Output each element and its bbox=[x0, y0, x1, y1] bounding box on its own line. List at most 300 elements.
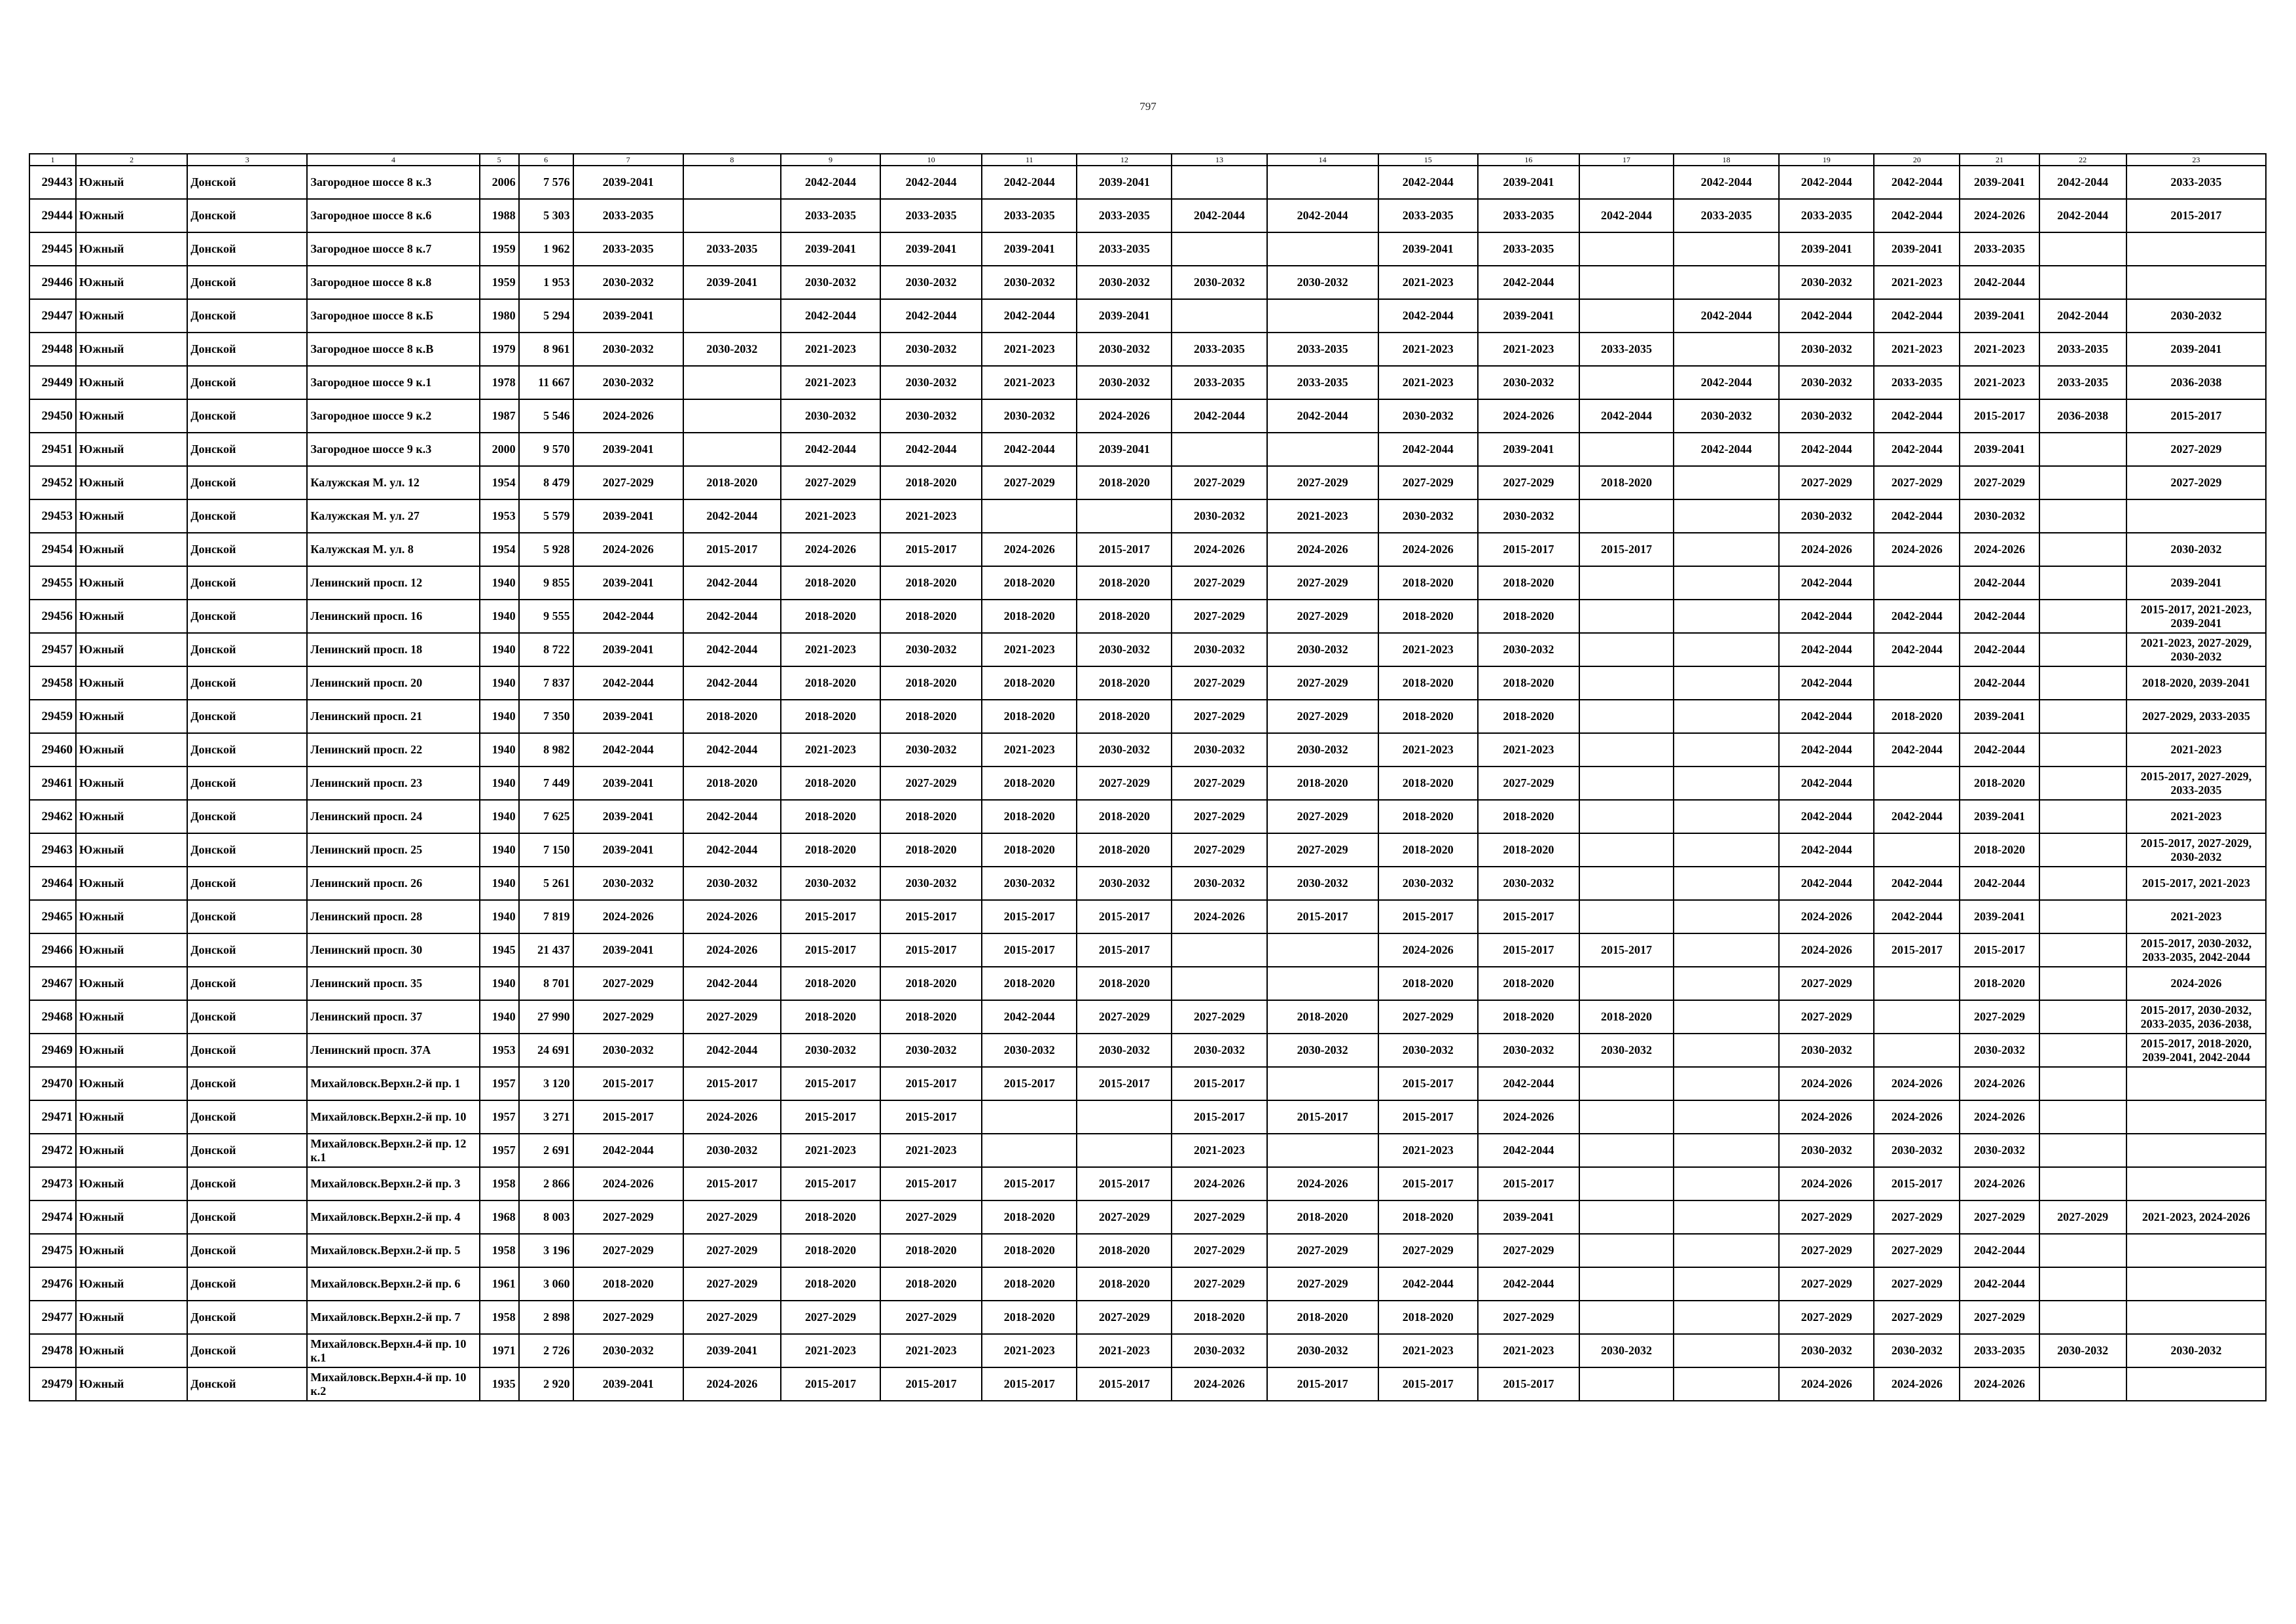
period-col-10-cell: 2030-2032 bbox=[880, 333, 982, 366]
period-col-8-cell: 2027-2029 bbox=[683, 1000, 781, 1034]
period-col-22-cell bbox=[2039, 466, 2126, 499]
period-col-19-cell: 2024-2026 bbox=[1779, 933, 1874, 967]
period-col-21-cell: 2024-2026 bbox=[1960, 1100, 2039, 1134]
period-col-16-cell: 2030-2032 bbox=[1478, 633, 1579, 666]
period-col-7-cell: 2042-2044 bbox=[573, 600, 683, 633]
period-col-14-cell bbox=[1267, 166, 1378, 199]
period-col-12-cell: 2018-2020 bbox=[1077, 833, 1172, 867]
period-col-19-cell: 2024-2026 bbox=[1779, 1067, 1874, 1100]
period-col-12-cell: 2030-2032 bbox=[1077, 366, 1172, 399]
capital-repair-schedule-table bbox=[29, 153, 2267, 1401]
period-col-21-cell: 2039-2041 bbox=[1960, 900, 2039, 933]
district-cell: Донской bbox=[187, 800, 307, 833]
period-col-18-cell bbox=[1674, 933, 1779, 967]
period-col-15-cell: 2018-2020 bbox=[1378, 767, 1478, 800]
okrug-cell: Южный bbox=[76, 1067, 187, 1100]
period-col-23-cell: 2021-2023, 2027-2029, 2030-2032 bbox=[2126, 633, 2266, 666]
period-col-14-cell: 2042-2044 bbox=[1267, 199, 1378, 232]
district-cell: Донской bbox=[187, 399, 307, 433]
period-col-16-cell: 2030-2032 bbox=[1478, 867, 1579, 900]
okrug-cell: Южный bbox=[76, 232, 187, 266]
period-col-7-cell: 2015-2017 bbox=[573, 1067, 683, 1100]
period-col-21-cell: 2042-2044 bbox=[1960, 733, 2039, 767]
column-number-row bbox=[29, 154, 2266, 166]
period-col-8-cell: 2042-2044 bbox=[683, 1034, 781, 1067]
address-cell: Ленинский просп. 37 bbox=[307, 1000, 479, 1034]
period-col-19-cell: 2027-2029 bbox=[1779, 466, 1874, 499]
period-col-13-cell: 2015-2017 bbox=[1172, 1100, 1266, 1134]
period-col-21-cell: 2024-2026 bbox=[1960, 1367, 2039, 1401]
period-col-15-cell: 2030-2032 bbox=[1378, 399, 1478, 433]
period-col-21-cell: 2018-2020 bbox=[1960, 967, 2039, 1000]
district-cell: Донской bbox=[187, 833, 307, 867]
period-col-13-cell: 2021-2023 bbox=[1172, 1134, 1266, 1167]
period-col-10-cell: 2042-2044 bbox=[880, 433, 982, 466]
period-col-22-cell bbox=[2039, 1034, 2126, 1067]
period-col-23-cell: 2015-2017, 2021-2023, 2039-2041 bbox=[2126, 600, 2266, 633]
period-col-11-cell: 2042-2044 bbox=[982, 433, 1077, 466]
period-col-11-cell: 2018-2020 bbox=[982, 600, 1077, 633]
period-col-7-cell: 2039-2041 bbox=[573, 166, 683, 199]
period-col-8-cell: 2039-2041 bbox=[683, 1334, 781, 1367]
period-col-18-cell bbox=[1674, 1167, 1779, 1200]
period-col-22-cell bbox=[2039, 933, 2126, 967]
period-col-15-cell: 2015-2017 bbox=[1378, 900, 1478, 933]
table-row bbox=[29, 333, 2266, 366]
okrug-cell: Южный bbox=[76, 333, 187, 366]
period-col-10-cell: 2015-2017 bbox=[880, 900, 982, 933]
period-col-12-cell: 2021-2023 bbox=[1077, 1334, 1172, 1367]
address-cell: Загородное шоссе 9 к.1 bbox=[307, 366, 479, 399]
period-col-7-cell: 2042-2044 bbox=[573, 733, 683, 767]
area-cell: 1 962 bbox=[519, 232, 573, 266]
period-col-22-cell: 2033-2035 bbox=[2039, 366, 2126, 399]
period-col-22-cell bbox=[2039, 232, 2126, 266]
period-col-7-cell: 2039-2041 bbox=[573, 566, 683, 600]
build-year-cell: 1957 bbox=[480, 1134, 519, 1167]
period-col-19-cell: 2042-2044 bbox=[1779, 833, 1874, 867]
period-col-19-cell: 2024-2026 bbox=[1779, 1100, 1874, 1134]
period-col-19-cell: 2030-2032 bbox=[1779, 1134, 1874, 1167]
period-col-7-cell: 2030-2032 bbox=[573, 867, 683, 900]
period-col-13-cell: 2024-2026 bbox=[1172, 533, 1266, 566]
build-year-cell: 1988 bbox=[480, 199, 519, 232]
period-col-21-cell: 2039-2041 bbox=[1960, 800, 2039, 833]
period-col-22-cell bbox=[2039, 499, 2126, 533]
period-col-20-cell: 2042-2044 bbox=[1874, 199, 1960, 232]
column-header-8: 8 bbox=[683, 154, 781, 166]
table-row bbox=[29, 833, 2266, 867]
period-col-10-cell: 2027-2029 bbox=[880, 1200, 982, 1234]
period-col-23-cell: 2015-2017, 2030-2032, 2033-2035, 2036-2038, bbox=[2126, 1000, 2266, 1034]
period-col-8-cell: 2042-2044 bbox=[683, 600, 781, 633]
period-col-18-cell bbox=[1674, 1100, 1779, 1134]
address-cell: Загородное шоссе 8 к.В bbox=[307, 333, 479, 366]
period-col-20-cell bbox=[1874, 1000, 1960, 1034]
period-col-13-cell: 2027-2029 bbox=[1172, 1200, 1266, 1234]
period-col-13-cell bbox=[1172, 933, 1266, 967]
address-cell: Михайловск.Верхн.2-й пр. 10 bbox=[307, 1100, 479, 1134]
period-col-7-cell: 2027-2029 bbox=[573, 466, 683, 499]
build-year-cell: 1958 bbox=[480, 1301, 519, 1334]
period-col-21-cell: 2030-2032 bbox=[1960, 499, 2039, 533]
period-col-12-cell: 2015-2017 bbox=[1077, 1167, 1172, 1200]
table-row bbox=[29, 767, 2266, 800]
period-col-16-cell: 2018-2020 bbox=[1478, 833, 1579, 867]
period-col-20-cell: 2042-2044 bbox=[1874, 399, 1960, 433]
address-cell: Михайловск.Верхн.2-й пр. 12 к.1 bbox=[307, 1134, 479, 1167]
period-col-9-cell: 2018-2020 bbox=[781, 800, 880, 833]
period-col-21-cell: 2027-2029 bbox=[1960, 1301, 2039, 1334]
address-cell: Ленинский просп. 18 bbox=[307, 633, 479, 666]
period-col-16-cell: 2015-2017 bbox=[1478, 933, 1579, 967]
period-col-13-cell: 2027-2029 bbox=[1172, 1267, 1266, 1301]
period-col-8-cell bbox=[683, 166, 781, 199]
period-col-9-cell: 2018-2020 bbox=[781, 1200, 880, 1234]
record-id-cell: 29474 bbox=[29, 1200, 76, 1234]
area-cell: 3 196 bbox=[519, 1234, 573, 1267]
period-col-12-cell: 2018-2020 bbox=[1077, 700, 1172, 733]
period-col-19-cell: 2042-2044 bbox=[1779, 600, 1874, 633]
period-col-12-cell: 2030-2032 bbox=[1077, 266, 1172, 299]
build-year-cell: 1954 bbox=[480, 466, 519, 499]
period-col-21-cell: 2039-2041 bbox=[1960, 433, 2039, 466]
period-col-14-cell: 2030-2032 bbox=[1267, 1334, 1378, 1367]
period-col-21-cell: 2033-2035 bbox=[1960, 232, 2039, 266]
period-col-23-cell: 2030-2032 bbox=[2126, 1334, 2266, 1367]
period-col-19-cell: 2024-2026 bbox=[1779, 900, 1874, 933]
area-cell: 5 303 bbox=[519, 199, 573, 232]
period-col-15-cell: 2018-2020 bbox=[1378, 1301, 1478, 1334]
period-col-11-cell: 2015-2017 bbox=[982, 933, 1077, 967]
period-col-20-cell: 2030-2032 bbox=[1874, 1134, 1960, 1167]
record-id-cell: 29476 bbox=[29, 1267, 76, 1301]
period-col-19-cell: 2027-2029 bbox=[1779, 1000, 1874, 1034]
district-cell: Донской bbox=[187, 333, 307, 366]
period-col-20-cell: 2018-2020 bbox=[1874, 700, 1960, 733]
district-cell: Донской bbox=[187, 166, 307, 199]
period-col-23-cell: 2024-2026 bbox=[2126, 967, 2266, 1000]
build-year-cell: 1957 bbox=[480, 1100, 519, 1134]
period-col-12-cell: 2033-2035 bbox=[1077, 199, 1172, 232]
address-cell: Михайловск.Верхн.2-й пр. 5 bbox=[307, 1234, 479, 1267]
table-row bbox=[29, 933, 2266, 967]
district-cell: Донской bbox=[187, 1167, 307, 1200]
area-cell: 3 060 bbox=[519, 1267, 573, 1301]
address-cell: Ленинский просп. 30 bbox=[307, 933, 479, 967]
period-col-23-cell: 2015-2017, 2018-2020, 2039-2041, 2042-2044 bbox=[2126, 1034, 2266, 1067]
period-col-19-cell: 2042-2044 bbox=[1779, 433, 1874, 466]
period-col-20-cell: 2042-2044 bbox=[1874, 733, 1960, 767]
period-col-16-cell: 2042-2044 bbox=[1478, 1134, 1579, 1167]
period-col-11-cell: 2015-2017 bbox=[982, 1367, 1077, 1401]
period-col-10-cell: 2018-2020 bbox=[880, 466, 982, 499]
period-col-8-cell: 2024-2026 bbox=[683, 900, 781, 933]
period-col-15-cell: 2015-2017 bbox=[1378, 1167, 1478, 1200]
period-col-9-cell: 2021-2023 bbox=[781, 1334, 880, 1367]
period-col-18-cell: 2033-2035 bbox=[1674, 199, 1779, 232]
area-cell: 8 701 bbox=[519, 967, 573, 1000]
period-col-12-cell: 2015-2017 bbox=[1077, 933, 1172, 967]
period-col-20-cell: 2024-2026 bbox=[1874, 533, 1960, 566]
okrug-cell: Южный bbox=[76, 1334, 187, 1367]
period-col-22-cell bbox=[2039, 800, 2126, 833]
district-cell: Донской bbox=[187, 1200, 307, 1234]
period-col-18-cell: 2042-2044 bbox=[1674, 299, 1779, 333]
period-col-8-cell: 2024-2026 bbox=[683, 933, 781, 967]
period-col-11-cell: 2018-2020 bbox=[982, 800, 1077, 833]
address-cell: Михайловск.Верхн.2-й пр. 3 bbox=[307, 1167, 479, 1200]
period-col-17-cell bbox=[1579, 499, 1674, 533]
period-col-11-cell: 2018-2020 bbox=[982, 666, 1077, 700]
period-col-13-cell: 2042-2044 bbox=[1172, 399, 1266, 433]
area-cell: 7 576 bbox=[519, 166, 573, 199]
table-row bbox=[29, 399, 2266, 433]
period-col-17-cell bbox=[1579, 1267, 1674, 1301]
period-col-22-cell bbox=[2039, 1267, 2126, 1301]
period-col-19-cell: 2030-2032 bbox=[1779, 333, 1874, 366]
period-col-12-cell: 2027-2029 bbox=[1077, 767, 1172, 800]
build-year-cell: 1935 bbox=[480, 1367, 519, 1401]
period-col-17-cell bbox=[1579, 633, 1674, 666]
period-col-9-cell: 2042-2044 bbox=[781, 166, 880, 199]
period-col-17-cell bbox=[1579, 266, 1674, 299]
district-cell: Донской bbox=[187, 433, 307, 466]
record-id-cell: 29457 bbox=[29, 633, 76, 666]
period-col-21-cell: 2024-2026 bbox=[1960, 1067, 2039, 1100]
period-col-9-cell: 2015-2017 bbox=[781, 1067, 880, 1100]
column-header-14: 14 bbox=[1267, 154, 1378, 166]
address-cell: Загородное шоссе 8 к.3 bbox=[307, 166, 479, 199]
period-col-13-cell: 2033-2035 bbox=[1172, 366, 1266, 399]
period-col-15-cell: 2021-2023 bbox=[1378, 266, 1478, 299]
record-id-cell: 29475 bbox=[29, 1234, 76, 1267]
period-col-16-cell: 2018-2020 bbox=[1478, 600, 1579, 633]
period-col-22-cell bbox=[2039, 566, 2126, 600]
period-col-22-cell bbox=[2039, 700, 2126, 733]
period-col-22-cell bbox=[2039, 733, 2126, 767]
period-col-15-cell: 2027-2029 bbox=[1378, 466, 1478, 499]
period-col-11-cell: 2027-2029 bbox=[982, 466, 1077, 499]
column-header-16: 16 bbox=[1478, 154, 1579, 166]
district-cell: Донской bbox=[187, 1067, 307, 1100]
period-col-23-cell bbox=[2126, 1067, 2266, 1100]
period-col-12-cell: 2027-2029 bbox=[1077, 1301, 1172, 1334]
period-col-10-cell: 2018-2020 bbox=[880, 566, 982, 600]
record-id-cell: 29446 bbox=[29, 266, 76, 299]
area-cell: 5 261 bbox=[519, 867, 573, 900]
period-col-16-cell: 2027-2029 bbox=[1478, 466, 1579, 499]
period-col-8-cell: 2027-2029 bbox=[683, 1301, 781, 1334]
period-col-12-cell: 2030-2032 bbox=[1077, 867, 1172, 900]
period-col-12-cell: 2015-2017 bbox=[1077, 900, 1172, 933]
area-cell: 5 579 bbox=[519, 499, 573, 533]
period-col-23-cell: 2015-2017, 2027-2029, 2030-2032 bbox=[2126, 833, 2266, 867]
period-col-8-cell: 2030-2032 bbox=[683, 1134, 781, 1167]
period-col-14-cell: 2024-2026 bbox=[1267, 533, 1378, 566]
period-col-18-cell bbox=[1674, 533, 1779, 566]
period-col-10-cell: 2030-2032 bbox=[880, 266, 982, 299]
build-year-cell: 1980 bbox=[480, 299, 519, 333]
period-col-20-cell: 2027-2029 bbox=[1874, 1234, 1960, 1267]
table-row bbox=[29, 666, 2266, 700]
district-cell: Донской bbox=[187, 1267, 307, 1301]
area-cell: 2 691 bbox=[519, 1134, 573, 1167]
okrug-cell: Южный bbox=[76, 1100, 187, 1134]
period-col-11-cell: 2021-2023 bbox=[982, 366, 1077, 399]
period-col-7-cell: 2024-2026 bbox=[573, 399, 683, 433]
period-col-13-cell: 2027-2029 bbox=[1172, 767, 1266, 800]
build-year-cell: 1959 bbox=[480, 266, 519, 299]
district-cell: Донской bbox=[187, 700, 307, 733]
period-col-10-cell: 2015-2017 bbox=[880, 933, 982, 967]
period-col-18-cell bbox=[1674, 900, 1779, 933]
period-col-12-cell: 2018-2020 bbox=[1077, 466, 1172, 499]
record-id-cell: 29460 bbox=[29, 733, 76, 767]
record-id-cell: 29468 bbox=[29, 1000, 76, 1034]
period-col-8-cell: 2018-2020 bbox=[683, 767, 781, 800]
period-col-16-cell: 2030-2032 bbox=[1478, 499, 1579, 533]
period-col-7-cell: 2027-2029 bbox=[573, 1234, 683, 1267]
period-col-14-cell bbox=[1267, 933, 1378, 967]
period-col-11-cell: 2033-2035 bbox=[982, 199, 1077, 232]
period-col-12-cell: 2027-2029 bbox=[1077, 1200, 1172, 1234]
period-col-7-cell: 2027-2029 bbox=[573, 967, 683, 1000]
period-col-15-cell: 2015-2017 bbox=[1378, 1367, 1478, 1401]
period-col-13-cell: 2033-2035 bbox=[1172, 333, 1266, 366]
district-cell: Донской bbox=[187, 366, 307, 399]
period-col-23-cell: 2015-2017, 2027-2029, 2033-2035 bbox=[2126, 767, 2266, 800]
record-id-cell: 29444 bbox=[29, 199, 76, 232]
build-year-cell: 1940 bbox=[480, 900, 519, 933]
period-col-16-cell: 2027-2029 bbox=[1478, 767, 1579, 800]
period-col-9-cell: 2015-2017 bbox=[781, 900, 880, 933]
period-col-15-cell: 2042-2044 bbox=[1378, 1267, 1478, 1301]
okrug-cell: Южный bbox=[76, 1367, 187, 1401]
period-col-18-cell bbox=[1674, 767, 1779, 800]
area-cell: 7 449 bbox=[519, 767, 573, 800]
period-col-19-cell: 2033-2035 bbox=[1779, 199, 1874, 232]
period-col-18-cell bbox=[1674, 1267, 1779, 1301]
period-col-20-cell bbox=[1874, 666, 1960, 700]
period-col-16-cell: 2015-2017 bbox=[1478, 533, 1579, 566]
period-col-14-cell: 2018-2020 bbox=[1267, 1000, 1378, 1034]
period-col-8-cell: 2042-2044 bbox=[683, 733, 781, 767]
address-cell: Загородное шоссе 8 к.6 bbox=[307, 199, 479, 232]
period-col-20-cell: 2027-2029 bbox=[1874, 1200, 1960, 1234]
period-col-12-cell: 2018-2020 bbox=[1077, 1267, 1172, 1301]
period-col-13-cell: 2030-2032 bbox=[1172, 1034, 1266, 1067]
area-cell: 2 866 bbox=[519, 1167, 573, 1200]
period-col-14-cell bbox=[1267, 1067, 1378, 1100]
period-col-11-cell: 2018-2020 bbox=[982, 967, 1077, 1000]
okrug-cell: Южный bbox=[76, 466, 187, 499]
period-col-21-cell: 2027-2029 bbox=[1960, 1200, 2039, 1234]
record-id-cell: 29454 bbox=[29, 533, 76, 566]
period-col-11-cell bbox=[982, 1100, 1077, 1134]
period-col-21-cell: 2015-2017 bbox=[1960, 399, 2039, 433]
column-header-20: 20 bbox=[1874, 154, 1960, 166]
period-col-20-cell: 2042-2044 bbox=[1874, 433, 1960, 466]
period-col-19-cell: 2039-2041 bbox=[1779, 232, 1874, 266]
period-col-14-cell bbox=[1267, 967, 1378, 1000]
table-row bbox=[29, 232, 2266, 266]
area-cell: 7 819 bbox=[519, 900, 573, 933]
district-cell: Донской bbox=[187, 1234, 307, 1267]
period-col-13-cell: 2027-2029 bbox=[1172, 1000, 1266, 1034]
period-col-15-cell: 2018-2020 bbox=[1378, 833, 1478, 867]
period-col-8-cell: 2027-2029 bbox=[683, 1234, 781, 1267]
period-col-19-cell: 2027-2029 bbox=[1779, 1301, 1874, 1334]
period-col-12-cell: 2039-2041 bbox=[1077, 299, 1172, 333]
period-col-17-cell bbox=[1579, 299, 1674, 333]
period-col-22-cell bbox=[2039, 900, 2126, 933]
period-col-10-cell: 2015-2017 bbox=[880, 1067, 982, 1100]
period-col-19-cell: 2030-2032 bbox=[1779, 499, 1874, 533]
area-cell: 9 555 bbox=[519, 600, 573, 633]
period-col-7-cell: 2039-2041 bbox=[573, 700, 683, 733]
period-col-22-cell bbox=[2039, 867, 2126, 900]
period-col-9-cell: 2015-2017 bbox=[781, 1100, 880, 1134]
period-col-16-cell: 2033-2035 bbox=[1478, 232, 1579, 266]
period-col-9-cell: 2015-2017 bbox=[781, 933, 880, 967]
record-id-cell: 29449 bbox=[29, 366, 76, 399]
district-cell: Донской bbox=[187, 232, 307, 266]
period-col-14-cell: 2027-2029 bbox=[1267, 600, 1378, 633]
period-col-14-cell: 2042-2044 bbox=[1267, 399, 1378, 433]
table-row bbox=[29, 1267, 2266, 1301]
record-id-cell: 29456 bbox=[29, 600, 76, 633]
period-col-20-cell: 2039-2041 bbox=[1874, 232, 1960, 266]
period-col-9-cell: 2027-2029 bbox=[781, 466, 880, 499]
period-col-13-cell: 2018-2020 bbox=[1172, 1301, 1266, 1334]
period-col-16-cell: 2018-2020 bbox=[1478, 700, 1579, 733]
build-year-cell: 1940 bbox=[480, 833, 519, 867]
period-col-15-cell: 2030-2032 bbox=[1378, 499, 1478, 533]
table-header bbox=[29, 154, 2266, 166]
period-col-16-cell: 2042-2044 bbox=[1478, 266, 1579, 299]
okrug-cell: Южный bbox=[76, 166, 187, 199]
period-col-11-cell: 2015-2017 bbox=[982, 1067, 1077, 1100]
period-col-13-cell bbox=[1172, 232, 1266, 266]
address-cell: Михайловск.Верхн.2-й пр. 4 bbox=[307, 1200, 479, 1234]
period-col-10-cell: 2018-2020 bbox=[880, 666, 982, 700]
period-col-10-cell: 2015-2017 bbox=[880, 1367, 982, 1401]
column-header-19: 19 bbox=[1779, 154, 1874, 166]
period-col-15-cell: 2018-2020 bbox=[1378, 967, 1478, 1000]
period-col-19-cell: 2042-2044 bbox=[1779, 867, 1874, 900]
period-col-23-cell: 2021-2023, 2024-2026 bbox=[2126, 1200, 2266, 1234]
period-col-13-cell: 2030-2032 bbox=[1172, 266, 1266, 299]
period-col-16-cell: 2039-2041 bbox=[1478, 299, 1579, 333]
period-col-23-cell: 2027-2029 bbox=[2126, 433, 2266, 466]
period-col-23-cell: 2021-2023 bbox=[2126, 900, 2266, 933]
period-col-17-cell: 2042-2044 bbox=[1579, 399, 1674, 433]
period-col-10-cell: 2027-2029 bbox=[880, 767, 982, 800]
okrug-cell: Южный bbox=[76, 1000, 187, 1034]
address-cell: Михайловск.Верхн.2-й пр. 1 bbox=[307, 1067, 479, 1100]
period-col-12-cell: 2018-2020 bbox=[1077, 666, 1172, 700]
period-col-12-cell: 2039-2041 bbox=[1077, 166, 1172, 199]
period-col-23-cell: 2021-2023 bbox=[2126, 800, 2266, 833]
address-cell: Калужская М. ул. 8 bbox=[307, 533, 479, 566]
column-header-9: 9 bbox=[781, 154, 880, 166]
period-col-7-cell: 2039-2041 bbox=[573, 433, 683, 466]
okrug-cell: Южный bbox=[76, 199, 187, 232]
period-col-11-cell: 2030-2032 bbox=[982, 1034, 1077, 1067]
period-col-21-cell: 2042-2044 bbox=[1960, 566, 2039, 600]
period-col-18-cell: 2042-2044 bbox=[1674, 166, 1779, 199]
